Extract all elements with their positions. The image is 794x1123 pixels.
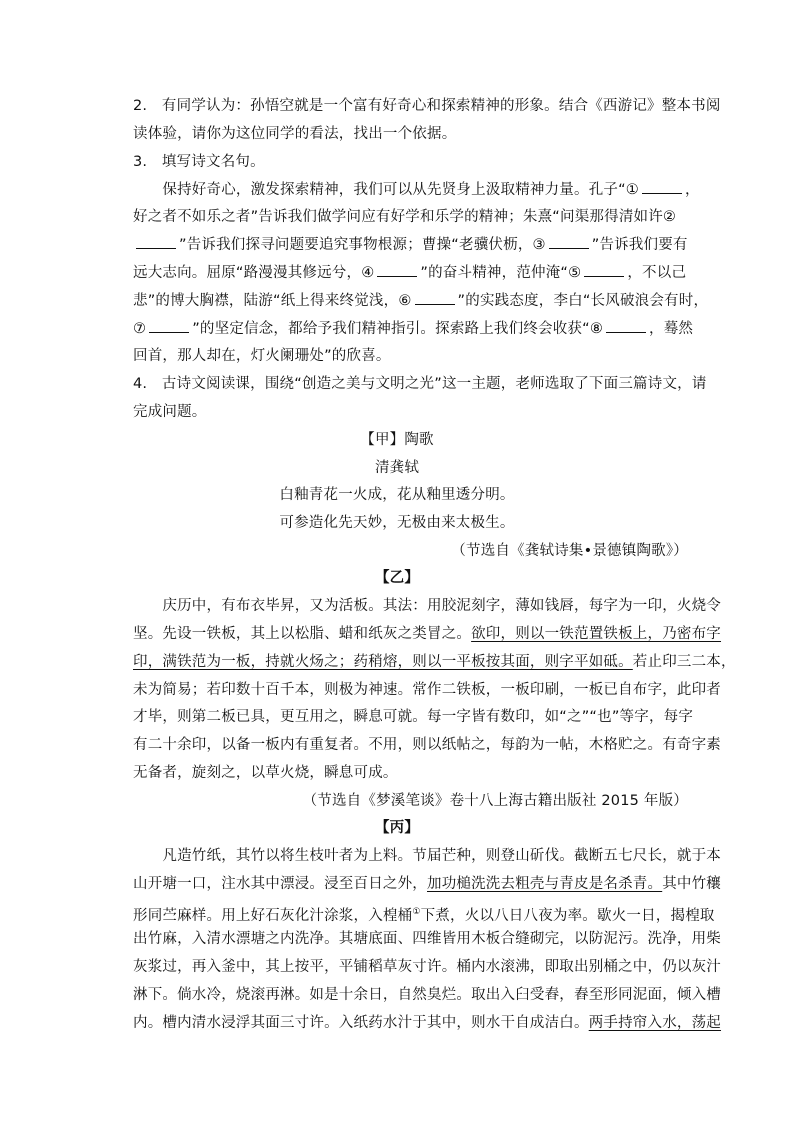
yi-line-3: 印，满铁范为一板，持就火炀之；药稍熔，则以一平板按其面，则字平如砥。若止印三二本，	[133, 654, 736, 670]
answer-blank-2[interactable]	[136, 234, 176, 249]
yi-line-4: 未为简易；若印数十百千本，则极为神速。常作二铁板，一板印刷，一板已自布字，此印者	[133, 682, 721, 698]
yi-underlined-sentence-part-1: 欲印，则以一铁范置铁板上，乃密布字	[471, 626, 722, 642]
jia-poem-line-2: 可参造化先天妙，无极由来太极生。	[279, 515, 515, 531]
q3-line-4: 远大志向。屈原“路漫漫其修远兮，④ ”的奋斗精神，范仲淹“⑤ ，不以己	[133, 259, 693, 287]
bing-line-4: 出竹麻，入清水漂塘之内洗净。其塘底面、四维皆用木板合缝砌完，以防泥污。洗净，用柴	[133, 931, 721, 947]
q3-line-5: 悲”的博大胸襟，陆游“纸上得来终觉浅，⑥ ”的实践态度，李白“长风破浪会有时，	[133, 287, 693, 315]
answer-blank-3[interactable]	[549, 234, 589, 249]
yi-line-5: 才毕，则第二板已具，更互用之，瞬息可就。每一字皆有数印，如“之”“也”等字，每字	[133, 709, 694, 725]
q2-line-1: 2. 有同学认为：孙悟空就是一个富有好奇心和探索精神的形象。结合《西游记》整本书阅	[133, 98, 721, 114]
bing-line-3: 形同苎麻样。用上好石灰化汁涂浆，入楻桶①下煮，火以八日八夜为率。歇火一日，揭楻取	[133, 907, 715, 924]
answer-blank-7[interactable]	[149, 318, 189, 333]
yi-source: （节选自《梦溪笔谈》卷十八上海古籍出版社 2015 年版）	[302, 793, 688, 809]
yi-line-2: 坚。先设一铁板，其上以松脂、蜡和纸灰之类冒之。欲印，则以一铁范置铁板上，乃密布字	[133, 626, 722, 642]
bing-title: 【丙】	[374, 820, 420, 836]
q3-line-1: 保持好奇心，激发探索精神，我们可以从先贤身上汲取精神力量。孔子“① ，	[133, 176, 693, 204]
yi-line-7: 无备者，旋刻之，以草火烧，瞬息可成。	[133, 765, 398, 781]
q4-line-1: 4. 古诗文阅读课，围绕“创造之美与文明之光”这一主题，老师选取了下面三篇诗文，请	[133, 376, 707, 392]
jia-author: 清龚轼	[374, 460, 420, 476]
bing-line-5: 灰浆过，再入釜中，其上按平，平铺稻草灰寸许。桶内水滚沸，即取出别桶之中，仍以灰汁	[133, 959, 721, 975]
bing-line-2: 山开塘一口，注水其中漂浸。浸至百日之外，加功槌洗洗去粗壳与青皮是名杀青。其中竹穰	[133, 876, 722, 892]
q3-title: 3. 填写诗文名句。	[133, 154, 265, 170]
bing-line-6: 淋下。倘水冷，烧滚再淋。如是十余日，自然臭烂。取出入臼受舂，舂至形同泥面，倾入槽	[133, 987, 721, 1003]
jia-title: 【甲】陶歌	[360, 432, 434, 448]
footnote-marker: ①	[412, 907, 421, 917]
bing-underlined-sentence-2: 两手持帘入水，荡起	[588, 1015, 722, 1031]
bing-line-7: 内。槽内清水浸浮其面三寸许。入纸药水汁于其中，则水干自成洁白。两手持帘入水，荡起	[133, 1015, 722, 1031]
bing-line-1: 凡造竹纸，其竹以将生枝叶者为上料。节届芒种，则登山斫伐。截断五七尺长，就于本	[133, 848, 721, 864]
q4-line-2: 完成问题。	[133, 404, 207, 420]
q3-line-7: 回首，那人却在，灯火阑珊处”的欣喜。	[133, 348, 391, 364]
answer-blank-4[interactable]	[377, 262, 417, 277]
answer-blank-5[interactable]	[584, 262, 624, 277]
yi-title: 【乙】	[374, 570, 420, 586]
q2-line-2: 读体验，请你为这位同学的看法，找出一个依据。	[133, 126, 457, 142]
jia-source: （节选自《龚轼诗集•景德镇陶歌》）	[451, 543, 688, 559]
q3-line-2: 好之者不如乐之者”告诉我们做学问应有好学和乐学的精神；朱熹“问渠那得清如许②	[133, 209, 677, 225]
q3-line-6: ⑦ ”的坚定信念，都给予我们精神指引。探索路上我们终会收获“⑧ ，蓦然	[133, 315, 693, 343]
yi-line-6: 有二十余印，以备一板内有重复者。不用，则以纸帖之，每韵为一帖，木格贮之。有奇字素	[133, 737, 721, 753]
yi-underlined-sentence-part-2: 印，满铁范为一板，持就火炀之；药稍熔，则以一平板按其面，则字平如砥。	[133, 654, 633, 670]
yi-line-1: 庆历中，有布衣毕昇，又为活板。其法：用胶泥刻字，薄如钱唇，每字为一印，火烧令	[133, 598, 721, 614]
jia-poem-line-1: 白釉青花一火成，花从釉里透分明。	[279, 487, 515, 503]
answer-blank-1[interactable]	[642, 179, 682, 194]
answer-blank-8[interactable]	[606, 318, 646, 333]
bing-underlined-sentence-1: 加功槌洗洗去粗壳与青皮是名杀青。	[427, 876, 663, 892]
answer-blank-6[interactable]	[415, 290, 455, 305]
q3-line-3: ”告诉我们探寻问题要追究事物根源；曹操“老骥伏枥，③ ”告诉我们要有	[133, 231, 693, 259]
